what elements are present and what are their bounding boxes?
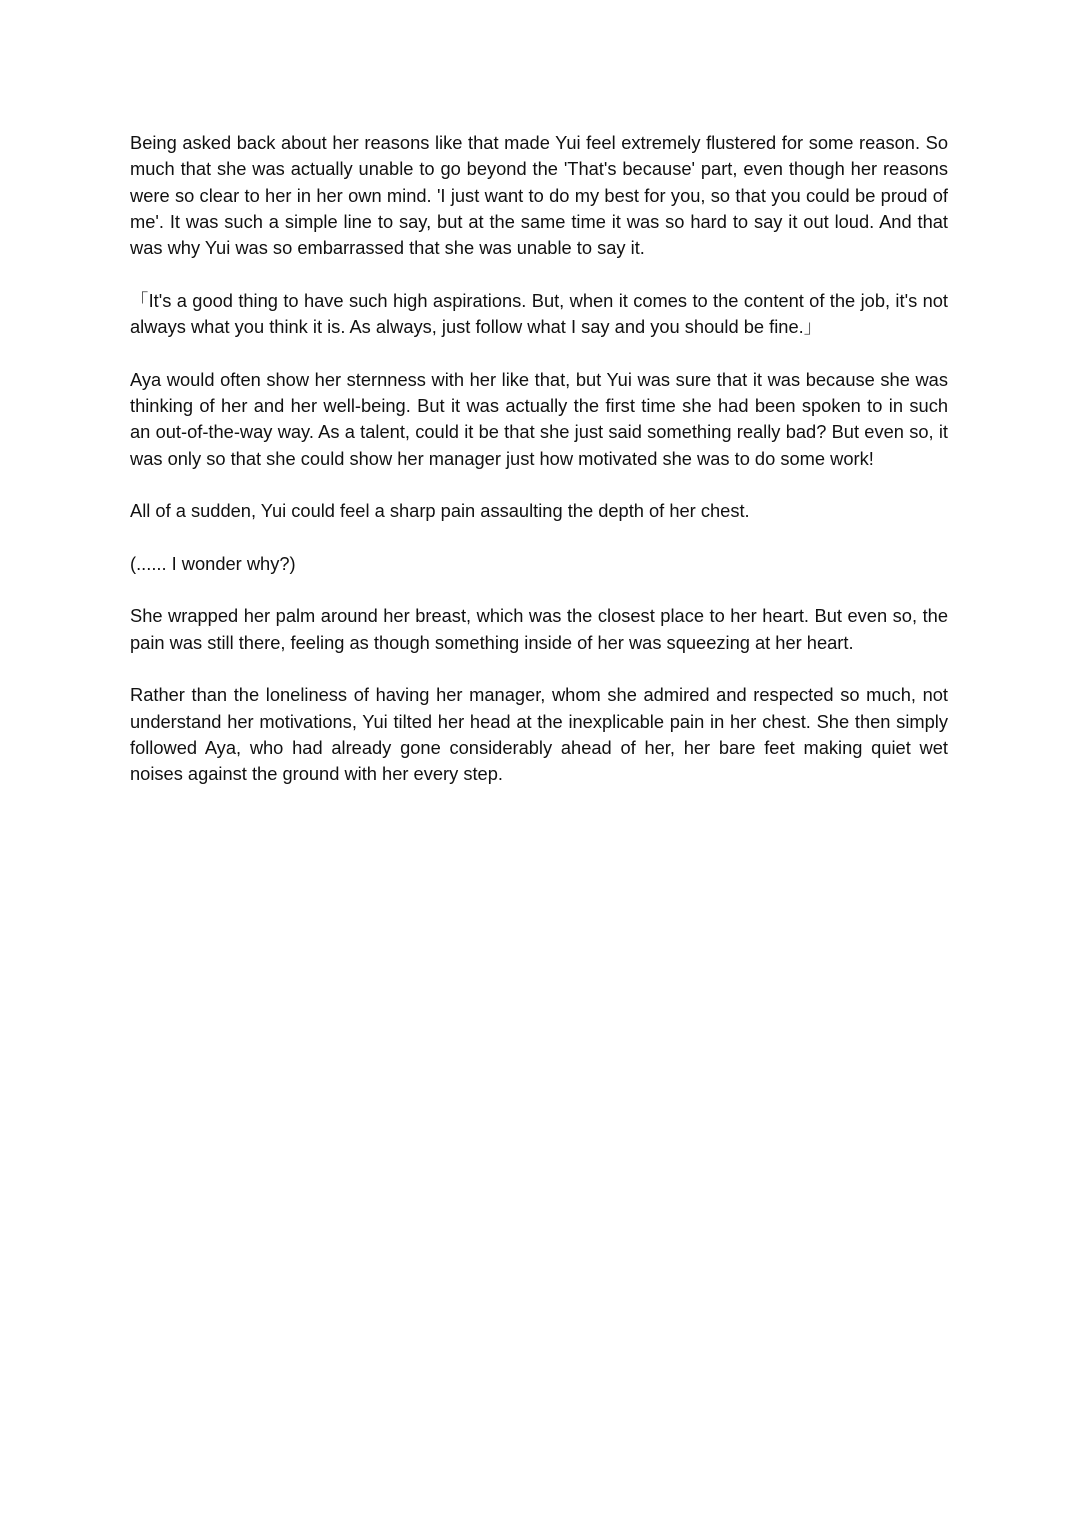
paragraph: Aya would often show her sternness with her like that, but Yui was sure that it was because she was thinking of her and her well-being. But it was actually the first time she had been spoken to in such an out-of-the-way way. As a talent, could it be that she just said something really bad? But even so, it was only so that she could show her manager just how motivated she was to do some work! <box>130 368 948 469</box>
paragraph: Rather than the loneliness of having her manager, whom she admired and respected so much, not understand her motivations, Yui tilted her head at the inexplicable pain in her chest. She then simply followed Aya, who had already gone considerably ahead of her, her bare feet making quiet wet noises against the ground with her every step. <box>130 684 948 785</box>
paragraph: All of a sudden, Yui could feel a sharp pain assaulting the depth of her chest. <box>130 500 750 522</box>
paragraph: Being asked back about her reasons like that made Yui feel extremely flustered for some reason. So much that she was actually unable to go beyond the 'That's because' part, even though her reasons were so clear to her in her own mind. 'I just want to do my best for you, so that you could be proud of me'. It was such a simple line to say, but at the same time it was so hard to say it out loud. And that was why Yui was so embarrassed that she was unable to say it. <box>130 132 948 259</box>
body-text <box>130 130 948 814</box>
thought-paragraph: (...... I wonder why?) <box>130 552 296 574</box>
dialogue-paragraph: 「It's a good thing to have such high aspirations. But, when it comes to the content of the job, it's not always what you think it is. As always, just follow what I say and you should be fine.」 <box>130 289 948 338</box>
paragraph: She wrapped her palm around her breast, which was the closest place to her heart. But even so, the pain was still there, feeling as though something inside of her was squeezing at her heart. <box>130 605 948 653</box>
